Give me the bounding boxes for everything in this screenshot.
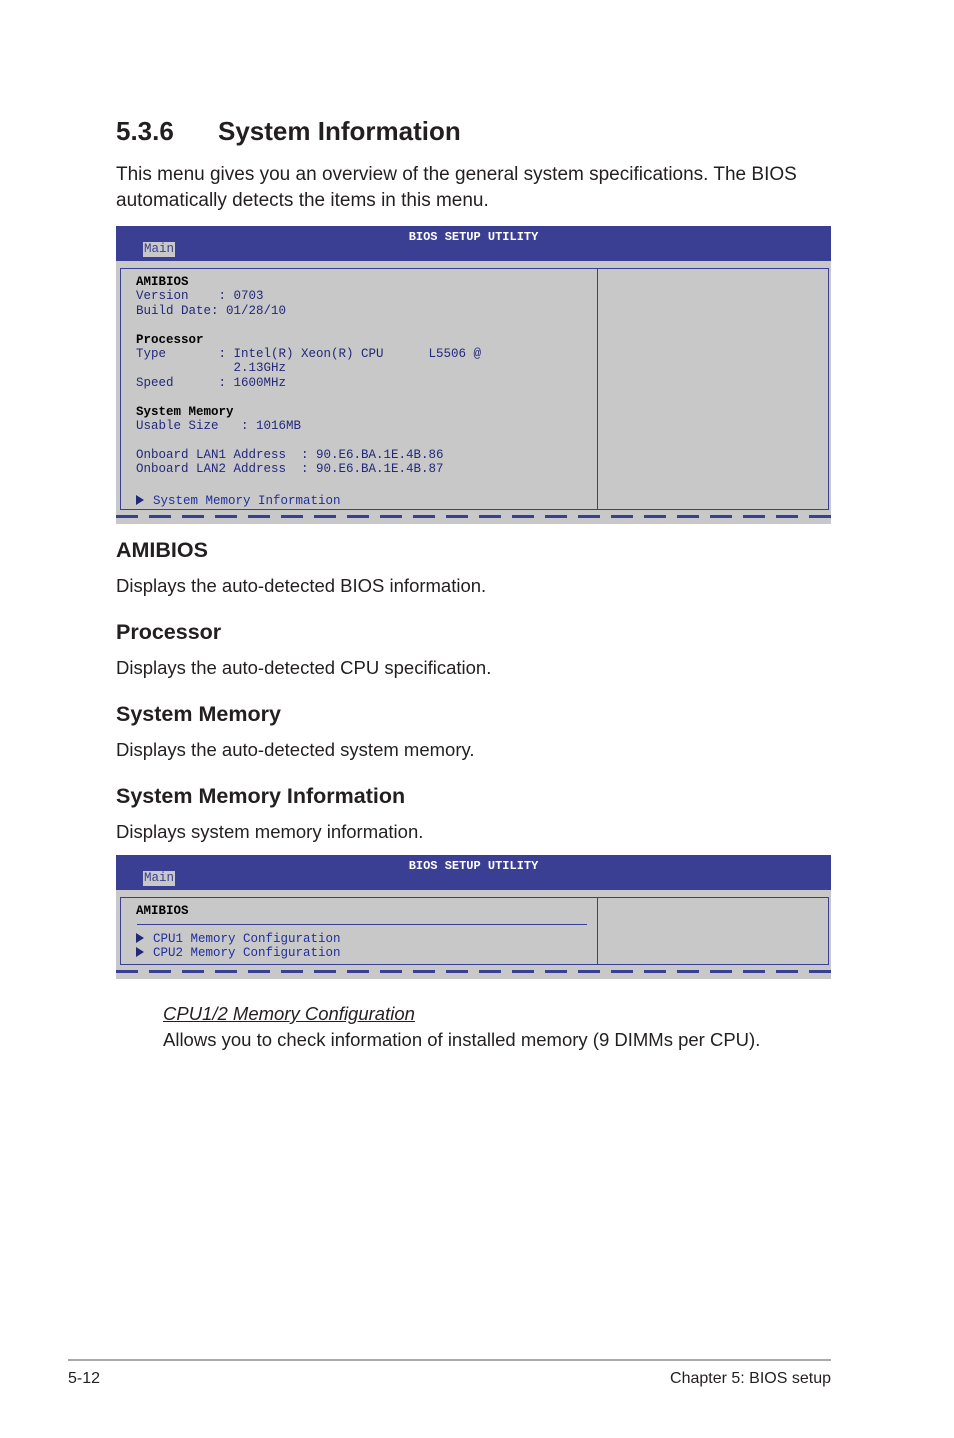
tab-main[interactable]: Main [144,242,175,256]
cpu-type-line: Type : Intel(R) Xeon(R) CPU L5506 @ [136,347,482,361]
system-memory-heading: System Memory [136,405,234,419]
bios-separator [137,924,587,925]
build-date-line: Build Date: 01/28/10 [136,304,287,318]
submenu-item-label: System Memory Information [153,494,341,508]
bios-bottom-dashes [116,970,831,973]
cpu1-memory-configuration-item[interactable] [136,932,341,947]
system-memory-information-item[interactable] [136,494,341,509]
amibios-section-heading: AMIBIOS [116,538,208,562]
bios-header [116,226,831,261]
system-memory-section-description: Displays the auto-detected system memory. [116,739,475,760]
version-line: Version : 0703 [136,289,264,303]
section-title: System Information [218,116,461,146]
cpu-speed-line: Speed : 1600MHz [136,376,287,390]
cpu-type-continued: 2.13GHz [136,361,287,375]
cpu-memory-configuration-description: Allows you to check information of installed memory (9 DIMMs per CPU). [163,1029,761,1050]
amibios-heading: AMIBIOS [136,275,189,289]
bios-screen-system-memory-information [116,855,831,979]
bios-screen-system-information [116,226,831,524]
submenu-arrow-icon [136,933,144,943]
bios-title: BIOS SETUP UTILITY [408,859,539,873]
lan1-address-line: Onboard LAN1 Address : 90.E6.BA.1E.4B.86 [136,448,444,462]
bios-bottom-dashes [116,515,831,518]
system-memory-section-heading: System Memory [116,702,281,726]
submenu-arrow-icon [136,947,144,957]
bios-left-pane [121,269,598,509]
footer-rule [68,1359,831,1361]
cpu-memory-configuration-title: CPU1/2 Memory Configuration [163,1003,415,1024]
processor-heading: Processor [136,333,204,347]
processor-section-description: Displays the auto-detected CPU specification. [116,657,492,678]
amibios-section-description: Displays the auto-detected BIOS information. [116,575,487,596]
section-number: 5.3.6 [116,116,174,146]
cpu2-memory-configuration-item[interactable] [136,946,341,961]
cpu2-item-label: CPU2 Memory Configuration [153,946,341,960]
bios-left-pane [121,898,598,964]
bios-content-panel [120,897,829,965]
lan2-address-line: Onboard LAN2 Address : 90.E6.BA.1E.4B.87 [136,462,444,476]
submenu-arrow-icon [136,495,144,505]
intro-line-1: This menu gives you an overview of the general system specifications. The BIOS [116,164,797,185]
cpu1-item-label: CPU1 Memory Configuration [153,932,341,946]
processor-section-heading: Processor [116,620,222,644]
tab-main[interactable]: Main [144,871,175,885]
bios-title: BIOS SETUP UTILITY [408,230,539,244]
amibios-heading: AMIBIOS [136,904,189,918]
intro-text [116,162,846,214]
usable-size-line: Usable Size : 1016MB [136,419,302,433]
bios-header [116,855,831,890]
chapter-label: Chapter 5: BIOS setup [670,1370,831,1387]
bios-content-panel [120,268,829,510]
page-number: 5-12 [68,1370,101,1387]
intro-line-2: automatically detects the items in this menu. [116,190,489,211]
system-memory-info-section-heading: System Memory Information [116,784,406,808]
system-memory-info-section-description: Displays system memory information. [116,821,424,842]
